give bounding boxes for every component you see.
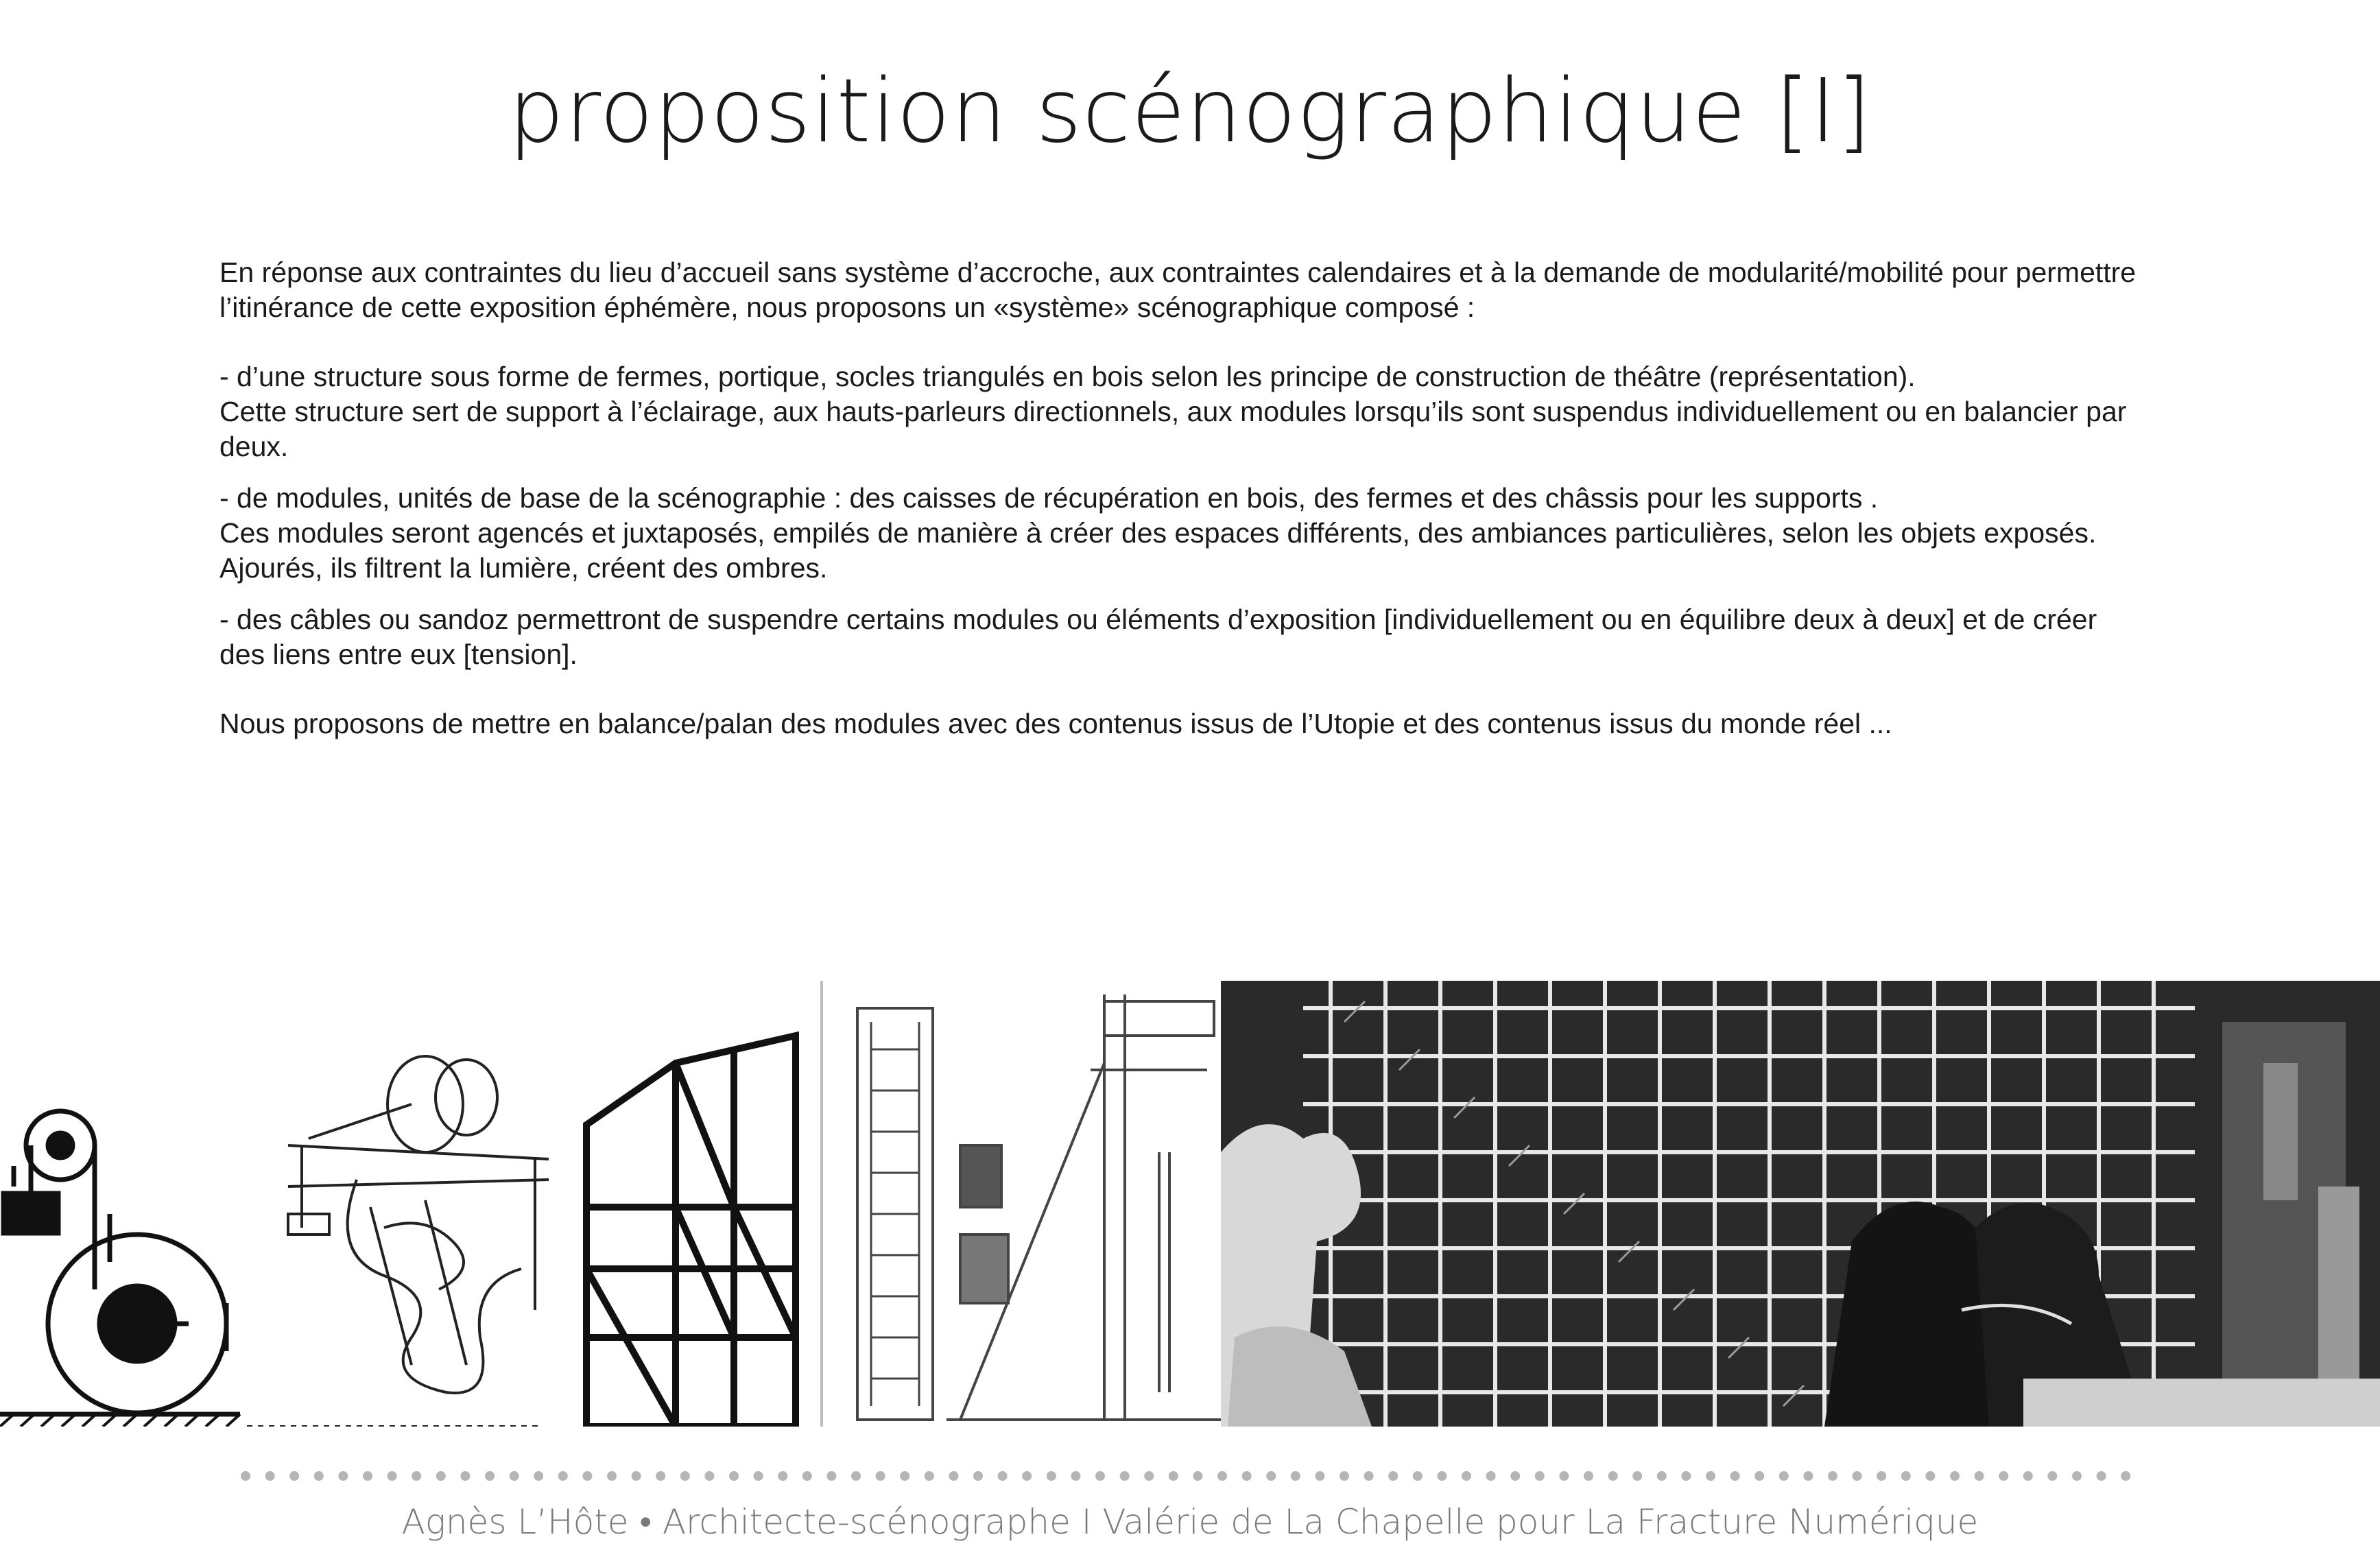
dotted-divider [240,1469,2140,1483]
divider-dot [485,1471,495,1481]
timber-truss-icon [586,1036,796,1427]
divider-dot [1266,1471,1276,1481]
divider-dot [436,1471,446,1481]
divider-dot [1706,1471,1715,1481]
footer-credits: Agnès L’Hôte • Architecte-scénographe I Valérie de La Chapelle pour La Fracture Numérique [401,1502,1979,1542]
divider-dot [1388,1471,1398,1481]
divider-dot [1975,1471,1984,1481]
divider-dot [1242,1471,1252,1481]
divider-dot [1413,1471,1423,1481]
divider-dot [1901,1471,1911,1481]
divider-dot [460,1471,470,1481]
divider-dot [1999,1471,2008,1481]
divider-dot [2047,1471,2057,1481]
divider-dot [851,1471,861,1481]
divider-dot [1340,1471,1349,1481]
divider-dot [1657,1471,1667,1481]
divider-dot [1120,1471,1130,1481]
theatre-frame-drawing-icon [822,981,1221,1427]
winch-machine-icon [247,1056,549,1427]
divider-dot [925,1471,934,1481]
divider-dot [607,1471,617,1481]
divider-dot [802,1471,812,1481]
divider-dot [704,1471,714,1481]
divider-dot [388,1471,397,1481]
divider-dot [265,1471,275,1481]
divider-dot [900,1471,909,1481]
paragraph-structure-detail: Cette structure sert de support à l’éclairage, aux hauts-parleurs directionnels, aux modules lorsqu’ils sont suspendus individuellement ou en balancier par deux. [219,396,2127,462]
paragraph-balance: Nous proposons de mettre en balance/palan des modules avec des contenus issus de l’Utopie et des contenus issus du monde réel ... [219,708,1892,739]
divider-dot [729,1471,739,1481]
paragraph-modules: - de modules, unités de base de la scénographie : des caisses de récupération en bois, des fermes et des châssis pour les supports . [219,482,1879,514]
paragraph-modules-detail: Ces modules seront agencés et juxtaposés, empilés de manière à créer des espaces différents, des ambiances particulières, selon les objets exposés. Ajourés, ils filtrent la lumière, créent des ombres. [219,517,2097,584]
divider-dot [949,1471,958,1481]
divider-dot [1779,1471,1789,1481]
divider-dot [1681,1471,1691,1481]
divider-dot [1925,1471,1935,1481]
divider-dot [2121,1471,2130,1481]
divider-dot [241,1471,250,1481]
divider-dot [754,1471,763,1481]
divider-dot [1462,1471,1471,1481]
divider-dot [1047,1471,1056,1481]
divider-dot [998,1471,1008,1481]
divider-dot [1071,1471,1080,1481]
grid-city-engraving-icon [1221,981,2380,1427]
divider-dot [1632,1471,1642,1481]
divider-dot [1584,1471,1593,1481]
divider-dot [1095,1471,1105,1481]
divider-dot [1315,1471,1324,1481]
divider-dot [1144,1471,1154,1481]
divider-dot [363,1471,372,1481]
divider-dot [1559,1471,1569,1481]
divider-dot [1291,1471,1300,1481]
illustration-strip [0,981,2380,1427]
divider-dot [1486,1471,1496,1481]
divider-dot [1169,1471,1178,1481]
divider-dot [1193,1471,1202,1481]
divider-dot [412,1471,421,1481]
divider-dot [1608,1471,1618,1481]
divider-dot [656,1471,665,1481]
divider-dot [582,1471,592,1481]
divider-dot [1535,1471,1545,1481]
divider-dot [1950,1471,1960,1481]
body-text [219,255,2140,741]
divider-dot [778,1471,787,1481]
divider-dot [1828,1471,1837,1481]
divider-dot [1730,1471,1740,1481]
divider-dot [1803,1471,1813,1481]
divider-dot [289,1471,299,1481]
divider-dot [2023,1471,2033,1481]
divider-dot [1437,1471,1447,1481]
divider-dot [2072,1471,2082,1481]
divider-dot [534,1471,543,1481]
pulley-diagram-icon [0,1111,240,1427]
paragraph-cables: - des câbles ou sandoz permettront de suspendre certains modules ou éléments d’exposition [individuellement ou en équilibre deux à deux] et de créer des liens entre eux [tension]. [219,604,2097,670]
divider-dot [826,1471,836,1481]
divider-dot [973,1471,983,1481]
divider-dot [1877,1471,1886,1481]
divider-dot [314,1471,324,1481]
page-title: proposition scénographique [I] [508,60,1872,163]
divider-dot [1217,1471,1227,1481]
divider-dot [876,1471,885,1481]
divider-dot [1022,1471,1032,1481]
divider-dot [1510,1471,1520,1481]
paragraph-intro: En réponse aux contraintes du lieu d’accueil sans système d’accroche, aux contraintes calendaires et à la demande de modularité/mobilité pour permettre l’itinérance de cette exposition éphémère, nous proposons un «système» scénographique composé : [219,257,2137,323]
divider-dot [1364,1471,1374,1481]
divider-dot [1754,1471,1764,1481]
divider-dot [1853,1471,1862,1481]
paragraph-structure: - d’une structure sous forme de fermes, portique, socles triangulés en bois selon les principe de construction de théâtre (représentation). [219,361,1916,392]
divider-dot [510,1471,519,1481]
divider-dot [680,1471,690,1481]
divider-dot [338,1471,348,1481]
divider-dot [632,1471,641,1481]
divider-dot [2097,1471,2106,1481]
divider-dot [558,1471,568,1481]
